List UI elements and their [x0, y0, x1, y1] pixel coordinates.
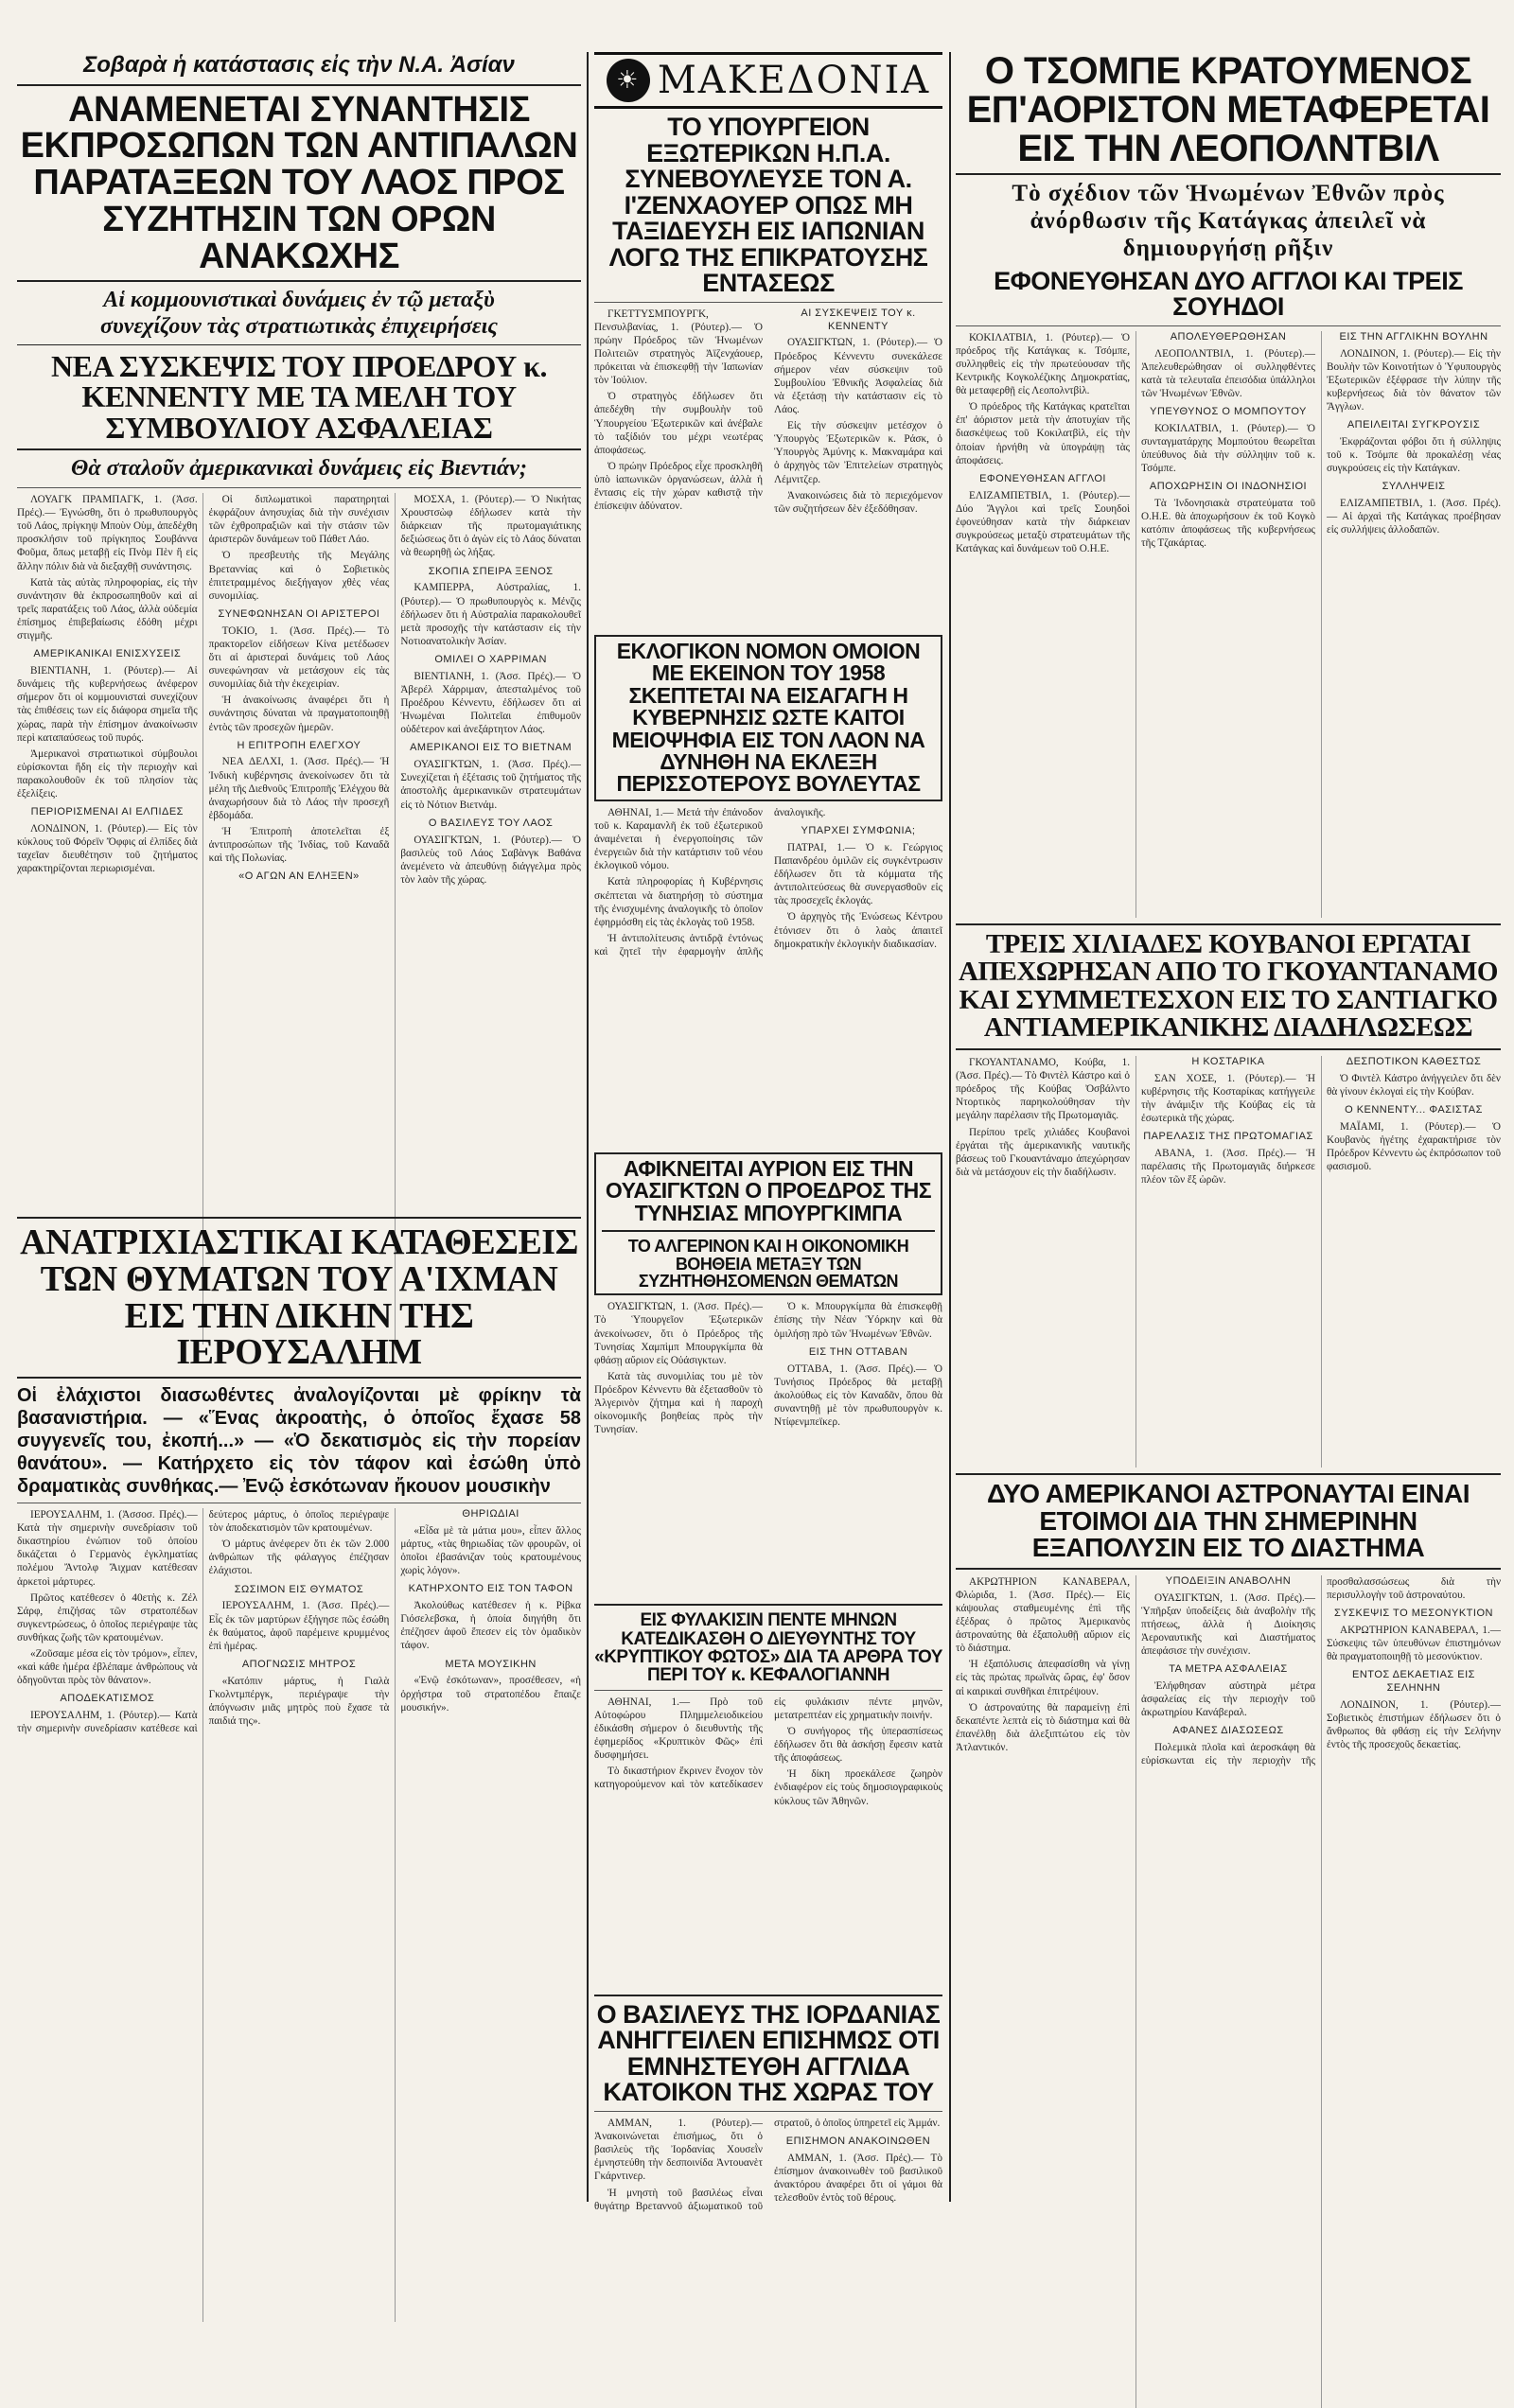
divider: [17, 1377, 581, 1379]
section-heading: ΑΠΟΛΕΥΘΕΡΩΘΗΣΑΝ: [1170, 330, 1287, 343]
divider: [602, 1230, 935, 1232]
eichmann-deck: Οἱ ἐλάχιστοι διασωθέντες ἀναλογίζονται μὲ φρίκην τὰ βασανιστήρια. — «Ἕνας ἀκροατὴς, ὁ ὁποῖος ἔχασε 58 συγγενεῖς του, ἐκοπή...» — «Ὁ δεκατισμὸς εἰς τὴν πορείαν θανάτου». — Κατήρχετο εἰς τὸν τάφον καὶ ἐσώθη ὑπὸ δραματικὰς συνθήκας.— Ἐνῷ ἐσκότωναν ἤκουον μουσικὴν: [17, 1385, 581, 1497]
section-heading: ΕΝΤΟΣ ΔΕΚΑΕΤΙΑΣ ΕΙΣ ΣΕΛΗΝΗΝ: [1352, 1669, 1475, 1694]
tunisia-dateline: ΟΥΑΣΙΓΚΤΩΝ, 1. (Ἀσσ. Πρές).— Τὸ Ὑπουργεῖον Ἐξωτερικῶν ἀνεκοίνωσεν, ὅτι ὁ Πρόεδρος τῆς Τυνησίας Χαμπὶμπ Μπουργκίμπα θὰ φθάσῃ αὔριον εἰς Οὐάσιγκτων.: [594, 1301, 763, 1366]
divider: [17, 84, 581, 86]
astronauts-headline: ΔΥΟ ΑΜΕΡΙΚΑΝΟΙ ΑΣΤΡΟΝΑΥΤΑΙ ΕΙΝΑΙ ΕΤΟΙΜΟΙ ΔΙΑ ΤΗΝ ΣΗΜΕΡΙΝΗΝ ΕΞΑΠΟΛΥΣΙΝ ΕΙΣ ΤΟ ΔΙΑΣΤΗΜΑ: [987, 1479, 1470, 1563]
section-heading: ΕΙΣ ΤΗΝ ΑΓΓΛΙΚΗΝ ΒΟΥΛΗΝ: [1339, 330, 1488, 343]
section-heading: Ο ΚΕΝΝΕΝΤΥ... ΦΑΣΙΣΤΑΣ: [1345, 1104, 1483, 1116]
section-heading: ΣΥΛΛΗΨΕΙΣ: [1382, 481, 1446, 493]
vientiane-subhead: Θὰ σταλοῦν ἀμερικανικαὶ δυνάμεις εἰς Βιεντιάν;: [71, 456, 527, 482]
electoral-headline: ΕΚΛΟΓΙΚΟΝ ΝΟΜΟΝ ΟΜΟΙΟΝ ΜΕ ΕΚΕΙΝΟΝ ΤΟΥ 1958 ΣΚΕΠΤΕΤΑΙ ΝΑ ΕΙΣΑΓΑΓΗ Η ΚΥΒΕΡΝΗΣΙΣ ΩΣΤΕ ΚΑΙΤΟΙ ΜΕΙΟΨΗΦΙΑ ΕΙΣ ΤΟΝ ΛΑΟΝ ΝΑ ΔΥΝΗΘΗ ΝΑ ΕΚΛΕΞΗ ΠΕΡΙΣΣΟΤΕΡΟΥΣ ΒΟΥΛΕΥΤΑΣ: [611, 638, 925, 797]
middle-column: [594, 52, 942, 2212]
divider: [17, 487, 581, 488]
masthead-title: ΜΑΚΕΔΟΝΙΑ: [657, 59, 931, 102]
tshombe-body: ΚΟΚΙΛΑΤΒΙΛ, 1. (Ρόυτερ).— Ὁ πρόεδρος τῆς Κατάγκας κ. Τσόμπε, συλληφθεὶς εἰς τὴν πρωτεύουσαν τῆς Κεντρικῆς Κογκολέζικης Δημοκρατίας, θὰ μεταφερθῇ εἰς Λεοπολντβὶλ. Ὁ πρόεδρος τῆς Κατάγκας κρατεῖται ἐπ' ἀόριστον μετὰ τὴν ἀποτυχίαν τῆς διασκέψεως τοῦ Κοκιλατβὶλ, εἰς τὴν ὁποίαν ἠρνήθη νὰ ὑπογράψῃ τὰς ἀποφάσεις. ΕΦΟΝΕΥΘΗΣΑΝ ΑΓΓΛΟΙ ΕΛΙΖΑΜΠΕΤΒΙΛ, 1. (Ρόυτερ).— Δύο Ἄγγλοι καὶ τρεῖς Σουηδοὶ ἐφονεύθησαν κατὰ τὴν διάρκειαν συγκρούσεως μεταξὺ στρατευμάτων τῆς Κατάγκας καὶ δυνάμεων τοῦ Ο.Η.Ε. ΑΠΟΛΕΥΘΕΡΩΘΗΣΑΝ ΛΕΟΠΟΛΝΤΒΙΛ, 1. (Ρόυτερ).— Ἀπελευθερώθησαν οἱ συλληφθέντες κατὰ τὰ τελευταῖα ἐπεισόδια ὑπάλληλοι τῶν Ἡνωμένων Ἐθνῶν. ΥΠΕΥΘΥΝΟΣ Ο ΜΟΜΠΟΥΤΟΥ ΚΟΚΙΛΑΤΒΙΛ, 1. (Ρόυτερ).— Ὁ συνταγματάρχης Μομπούτου θεωρεῖται ὑπεύθυνος διὰ τὴν σύλληψιν τοῦ κ. Τσόμπε. ΑΠΟΧΩΡΗΣΙΝ ΟΙ ΙΝΔΟΝΗΣΙΟΙ Τὰ Ἰνδονησιακὰ στρατεύματα τοῦ Ο.Η.Ε. θὰ ἀποχωρήσουν ἐκ τοῦ Κογκὸ κατόπιν ἀποφάσεως τῆς κυβερνήσεως τῆς Τζακάρτας. ΕΙΣ ΤΗΝ ΑΓΓΛΙΚΗΝ ΒΟΥΛΗΝ ΛΟΝΔΙΝΟΝ, 1. (Ρόυτερ).— Εἰς τὴν Βουλὴν τῶν Κοινοτήτων ὁ Ὑφυπουργὸς Ἐξωτερικῶν ἐξέφρασε τὴν λύπην τῆς κυβερνήσεως διὰ τὸν θάνατον τῶν Ἄγγλων. ΑΠΕΙΛΕΙΤΑΙ ΣΥΓΚΡΟΥΣΙΣ Ἐκφράζονται φόβοι ὅτι ἡ σύλληψις τοῦ κ. Τσόμπε θὰ προκαλέσῃ νέας συγκρούσεις εἰς τὴν Κατάγκαν. ΣΥΛΛΗΨΕΙΣ ΕΛΙΖΑΜΠΕΤΒΙΛ, 1. (Ἀσσ. Πρές).— Αἱ ἀρχαὶ τῆς Κατάγκας προέβησαν εἰς συλλήψεις ἀλλοδαπῶν.: [956, 330, 1501, 555]
laos-kicker: Σοβαρὰ ἡ κατάστασις εἰς τὴν Ν.Α. Ἀσίαν: [83, 52, 515, 78]
tunisia-subhead: ΤΟ ΑΛΓΕΡΙΝΟΝ ΚΑΙ Η ΟΙΚΟΝΟΜΙΚΗ ΒΟΗΘΕΙΑ ΜΕΤΑΞΥ ΤΩΝ ΣΥΖΗΤΗΘΗΣΟΜΕΝΩΝ ΘΕΜΑΤΩΝ: [627, 1237, 909, 1291]
divider: [594, 2111, 942, 2112]
section-heading: ΑΜΕΡΙΚΑΝΟΙ ΕΙΣ ΤΟ ΒΙΕΤΝΑΜ: [410, 742, 572, 754]
divider: [594, 1604, 942, 1606]
section-heading: Η ΚΟΣΤΑΡΙΚΑ: [1191, 1056, 1265, 1068]
laos-dateline: ΛΟΥΑΓΚ ΠΡΑΜΠΑΓΚ, 1. (Ἀσσ. Πρές).— Ἐγνώσθη, ὅτι ὁ πρωθυπουργὸς τοῦ Λάος, πρίγκηψ Μποὺν Οὺμ, ἀπεδέχθη προσκλήσιν τοῦ πρίγκηπος Σουβάννα Φοῦμα, ὅπως μεταβῇ εἰς Πνὸμ Πὲν ἢ εἰς ἄλλην πόλιν διὰ νὰ διεξαχθῇ συνάντησις.: [17, 494, 198, 572]
section-heading: ΤΑ ΜΕΤΡΑ ΑΣΦΑΛΕΙΑΣ: [1169, 1663, 1288, 1676]
laos-headline: ΑΝΑΜΕΝΕΤΑΙ ΣΥΝΑΝΤΗΣΙΣ ΕΚΠΡΟΣΩΠΩΝ ΤΩΝ ΑΝΤΙΠΑΛΩΝ ΠΑΡΑΤΑΞΕΩΝ ΤΟΥ ΛΑΟΣ ΠΡΟΣ ΣΥΖΗΤΗΣΙΝ ΤΩΝ ΟΡΩΝ ΑΝΑΚΩΧΗΣ: [20, 89, 578, 276]
section-heading: ΜΕΤΑ ΜΟΥΣΙΚΗΝ: [445, 1658, 537, 1670]
eichmann-dateline: ΙΕΡΟΥΣΑΛΗΜ, 1. (Ἀσσοσ. Πρές).— Κατὰ τὴν σημερινὴν συνεδρίασιν τοῦ δικαστηρίου ἐνώπιον τοῦ ὁποίου δικάζεται ὁ Γερμανὸς ἐγκληματίας πολέμου Ἄντολφ Ἄιχμαν κατέθεσαν ἀρκετοὶ μάρτυρες.: [17, 1509, 198, 1588]
section-heading: ΥΠΕΥΘΥΝΟΣ Ο ΜΟΜΠΟΥΤΟΥ: [1150, 406, 1307, 417]
krypticos-body: ΑΘΗΝΑΙ, 1.— Πρὸ τοῦ Αὐτοφώρου Πλημμελειοδικείου ἐδικάσθη σήμερον ὁ διευθυντὴς τῆς ἐφημερίδος «Κρυπτικὸν Φῶς» ἐπὶ δυσφημήσει. Τὸ δικαστήριον ἔκρινεν ἔνοχον τὸν κατηγορούμενον καὶ τὸν κατεδίκασεν εἰς φυλάκισιν πέντε μηνῶν, μετατρεπτέαν εἰς χρηματικὴν ποινήν. Ὁ συνήγορος τῆς ὑπερασπίσεως ἐδήλωσεν ὅτι θὰ ἀσκήσῃ ἔφεσιν κατὰ τῆς ἀποφάσεως. Ἡ δίκη προεκάλεσε ζωηρὸν ἐνδιαφέρον εἰς τοὺς δημοσιογραφικοὺς κύκλους τῶν Ἀθηνῶν.: [594, 1696, 942, 1807]
section-heading: ΚΑΤΗΡΧΟΝΤΟ ΕΙΣ ΤΟΝ ΤΑΦΟΝ: [408, 1583, 573, 1595]
laos-subhead-1: Αἱ κομμουνιστικαὶ δυνάμεις ἐν τῷ μεταξὺ: [103, 288, 495, 313]
divider: [956, 173, 1501, 175]
column-rule: [587, 52, 589, 2202]
section-heading: ΠΑΡΕΛΑΣΙΣ ΤΗΣ ΠΡΩΤΟΜΑΓΙΑΣ: [1143, 1131, 1313, 1143]
divider: [17, 448, 581, 450]
tshombe-subhead: Τὸ σχέδιον τῶν Ἡνωμένων Ἐθνῶν πρὸς ἀνόρθωσιν τῆς Κατάγκας ἀπειλεῖ νὰ δημιουργήσῃ ρῆξιν: [1012, 181, 1445, 261]
laos-subhead-2: συνεχίζουν τὰς στρατιωτικὰς ἐπιχειρήσεις: [17, 314, 581, 345]
cuba-dateline: ΓΚΟΥΑΝΤΑΝΑΜΟ, Κούβα, 1. (Ἀσσ. Πρές).— Τὸ Φιντὲλ Κάστρο καὶ ὁ πρόεδρος τῆς Κούβας Ὀσβάλντο Ντορτικὸς παρηκολούθησαν τὴν μεγάλην παρέλασιν τῆς Πρωτομαγιᾶς.: [956, 1057, 1130, 1122]
tunisia-body: ΟΥΑΣΙΓΚΤΩΝ, 1. (Ἀσσ. Πρές).— Τὸ Ὑπουργεῖον Ἐξωτερικῶν ἀνεκοίνωσεν, ὅτι ὁ Πρόεδρος τῆς Τυνησίας Χαμπὶμπ Μπουργκίμπα θὰ φθάσῃ αὔριον εἰς Οὐάσιγκτων. Κατὰ τὰς συνομιλίας του μὲ τὸν Πρόεδρον Κέννεντυ θὰ ἐξετασθοῦν τὸ Ἀλγερινὸν ζήτημα καὶ ἡ παροχὴ οἰκονομικῆς βοηθείας πρὸς τὴν Τυνησίαν. Ὁ κ. Μπουργκίμπα θὰ ἐπισκεφθῇ ἐπίσης τὴν Νέαν Ὑόρκην καὶ θὰ ὁμιλήσῃ πρὸ τῶν Ἡνωμένων Ἐθνῶν. ΕΙΣ ΤΗΝ ΟΤΤΑΒΑΝ ΟΤΤΑΒΑ, 1. (Ἀσσ. Πρές).— Ὁ Τυνήσιος Πρόεδρος θὰ μεταβῇ ἀκολούθως εἰς τὸν Καναδᾶν, ὅπου θὰ συναντηθῇ μὲ τὸν πρωθυπουργὸν κ. Ντίφενμπεϊκερ.: [594, 1301, 942, 1436]
divider: [594, 302, 942, 303]
laos-story: [17, 52, 581, 1204]
electoral-box: [594, 635, 942, 801]
divider: [594, 1690, 942, 1691]
divider: [17, 1217, 581, 1219]
section-heading: ΣΥΝΕΦΩΝΗΣΑΝ ΟΙ ΑΡΙΣΤΕΡΟΙ: [218, 607, 380, 620]
kennedy-headline: ΝΕΑ ΣΥΣΚΕΨΙΣ ΤΟΥ ΠΡΟΕΔΡΟΥ κ. ΚΕΝΝΕΝΤΥ ΜΕ ΤΑ ΜΕΛΗ ΤΟΥ ΣΥΜΒΟΥΛΙΟΥ ΑΣΦΑΛΕΙΑΣ: [51, 348, 547, 445]
eichmann-headline: ΑΝΑΤΡΙΧΙΑΣΤΙΚΑΙ ΚΑΤΑΘΕΣΕΙΣ ΤΩΝ ΘΥΜΑΤΩΝ ΤΟΥ Α'ΙΧΜΑΝ ΕΙΣ ΤΗΝ ΔΙΚΗΝ ΤΗΣ ΙΕΡΟΥΣΑΛΗΜ: [20, 1222, 578, 1373]
section-heading: ΑΠΟΓΝΩΣΙΣ ΜΗΤΡΟΣ: [241, 1658, 357, 1670]
column-rule: [949, 52, 951, 2202]
eichmann-story: [17, 1211, 581, 2205]
sun-emblem-icon: ☀: [607, 59, 650, 102]
section-heading: «Ο ΑΓΩΝ ΑΝ ΕΛΗΞΕΝ»: [238, 870, 360, 883]
section-heading: Ο ΒΑΣΙΛΕΥΣ ΤΟΥ ΛΑΟΣ: [428, 817, 554, 829]
cuba-headline: ΤΡΕΙΣ ΧΙΛΙΑΔΕΣ ΚΟΥΒΑΝΟΙ ΕΡΓΑΤΑΙ ΑΠΕΧΩΡΗΣΑΝ ΑΠΟ ΤΟ ΓΚΟΥΑΝΤΑΝΑΜΟ ΚΑΙ ΣΥΜΜΕΤΕΣΧΟΝ ΕΙΣ ΤΟ ΣΑΝΤΙΑΓΚΟ ΑΝΤΙΑΜΕΡΙΚΑΝΙΚΗΣ ΔΙΑΔΗΛΩΣΕΩΣ: [959, 928, 1498, 1044]
section-heading: ΔΕΣΠΟΤΙΚΟΝ ΚΑΘΕΣΤΩΣ: [1346, 1056, 1482, 1068]
electoral-body: ΑΘΗΝΑΙ, 1.— Μετά τὴν ἐπάνοδον τοῦ κ. Καραμανλῆ ἐκ τοῦ ἐξωτερικοῦ ἀναμένεται ἡ ἐνεργοποίησις τῶν ἐνεργειῶν διὰ τὴν κατάρτισιν τοῦ νέου ἐκλογικοῦ νόμου. Κατὰ πληροφορίας ἡ Κυβέρνησις σκέπτεται νὰ διατηρήσῃ τὸ σύστημα τῆς ἐνισχυμένης ἀναλογικῆς τὸ ὁποῖον ἐφηρμόσθη εἰς τὰς ἐκλογὰς τοῦ 1958. Ἡ ἀντιπολίτευσις ἀντιδρᾷ ἐντόνως καὶ ζητεῖ τὴν ἐφαρμογὴν ἁπλῆς ἀναλογικῆς. ΥΠΑΡΧΕΙ ΣΥΜΦΩΝΙΑ; ΠΑΤΡΑΙ, 1.— Ὁ κ. Γεώργιος Παπανδρέου ὁμιλῶν εἰς συγκέντρωσιν ἐδήλωσεν ὅτι τὰ κόμματα τῆς ἀντιπολιτεύσεως θὰ συνεργασθοῦν εἰς τὰς προσεχεῖς ἐκλογάς. Ὁ ἀρχηγὸς τῆς Ἑνώσεως Κέντρου ἐτόνισεν ὅτι ὁ λαὸς ἀπαιτεῖ δημοκρατικὴν ἐκλογικὴν διαδικασίαν.: [594, 806, 942, 958]
divider: [956, 1048, 1501, 1050]
electoral-dateline: ΑΘΗΝΑΙ, 1.— Μετά τὴν ἐπάνοδον τοῦ κ. Καραμανλῆ ἐκ τοῦ ἐξωτερικοῦ ἀναμένεται ἡ ἐνεργοποίησις τῶν ἐνεργειῶν διὰ τὴν κατάρτισιν τοῦ νέου ἐκλογικοῦ νόμου.: [594, 806, 763, 872]
section-heading: ΣΩΣΙΜΟΝ ΕΙΣ ΘΥΜΑΤΟΣ: [234, 1583, 364, 1595]
tunisia-box: [594, 1152, 942, 1295]
krypticos-headline: ΕΙΣ ΦΥΛΑΚΙΣΙΝ ΠΕΝΤΕ ΜΗΝΩΝ ΚΑΤΕΔΙΚΑΣΘΗ Ο ΔΙΕΥΘΥΝΤΗΣ ΤΟΥ «ΚΡΥΠΤΙΚΟΥ ΦΩΤΟΣ» ΔΙΑ ΤΑ ΑΡΘΡΑ ΤΟΥ ΠΕΡΙ ΤΟΥ κ. ΚΕΦΑΛΟΓΙΑΝΝΗ: [594, 1610, 942, 1686]
section-heading: ΠΕΡΙΟΡΙΣΜΕΝΑΙ ΑΙ ΕΛΠΙΔΕΣ: [30, 806, 184, 818]
section-heading: ΘΗΡΙΩΔΙΑΙ: [462, 1508, 519, 1520]
section-heading: ΑΙ ΣΥΣΚΕΨΕΙΣ ΤΟΥ κ. ΚΕΝΝΕΝΤΥ: [801, 307, 916, 332]
us-japan-body: ΓΚΕΤΤΥΣΜΠΟΥΡΓΚ, Πενσυλβανίας, 1. (Ρόυτερ).— Ὁ πρώην Πρόεδρος τῶν Ἡνωμένων Πολιτειῶν στρατηγὸς Ἀϊζενχάουερ, πρόκειται νὰ ἐπισκεφθῇ τὴν Ἰαπωνίαν τὸν Ἰούλιον. Ὁ στρατηγὸς ἐδήλωσεν ὅτι ἀπεδέχθη τὴν συμβουλὴν τοῦ Ὑπουργείου Ἐξωτερικῶν καὶ ἀνέβαλε τὸ ταξίδιόν του μέχρι νεωτέρας ἀποφάσεως. Ὁ πρώην Πρόεδρος εἶχε προσκληθῆ ὑπὸ ἰαπωνικῶν ὀργανώσεων, ἀλλὰ ἡ ἔντασις εἰς τὴν χώραν καθιστᾷ τὴν ἐπίσκεψιν ἀδύνατον. ΑΙ ΣΥΣΚΕΨΕΙΣ ΤΟΥ κ. ΚΕΝΝΕΝΤΥ ΟΥΑΣΙΓΚΤΩΝ, 1. (Ρόυτερ).— Ὁ Πρόεδρος Κέννεντυ συνεκάλεσε σήμερον νέαν σύσκεψιν τοῦ Συμβουλίου Ἐθνικῆς Ἀσφαλείας διὰ νὰ ἐξετάσῃ τὴν κατάστασιν εἰς τὸ Λάος. Εἰς τὴν σύσκεψιν μετέσχον ὁ Ὑπουργὸς Ἐξωτερικῶν κ. Ράσκ, ὁ Ὑπουργὸς Ἀμύνης κ. Μακναμάρα καὶ ὁ ἀρχηγὸς τῶν Ἐπιτελείων στρατηγὸς Λέμνιτζερ. Ἀνακοινώσεις διὰ τὸ περιεχόμενον τῶν συζητήσεων δὲν ἐξεδόθησαν.: [594, 307, 942, 515]
tshombe-dateline: ΚΟΚΙΛΑΤΒΙΛ, 1. (Ρόυτερ).— Ὁ πρόεδρος τῆς Κατάγκας κ. Τσόμπε, συλληφθεὶς εἰς τὴν πρωτεύουσαν τῆς Κεντρικῆς Κογκολέζικης Δημοκρατίας, θὰ μεταφερθῇ εἰς Λεοπολντβὶλ.: [956, 331, 1130, 397]
tshombe-headline-2: ΕΦΟΝΕΥΘΗΣΑΝ ΔΥΟ ΑΓΓΛΟΙ ΚΑΙ ΤΡΕΙΣ ΣΟΥΗΔΟΙ: [994, 266, 1463, 322]
tunisia-headline: ΑΦΙΚΝΕΙΤΑΙ ΑΥΡΙΟΝ ΕΙΣ ΤΗΝ ΟΥΑΣΙΓΚΤΩΝ Ο ΠΡΟΕΔΡΟΣ ΤΗΣ ΤΥΝΗΣΙΑΣ ΜΠΟΥΡΓΚΙΜΠΑ: [605, 1155, 932, 1225]
divider: [956, 923, 1501, 925]
section-heading: Η ΕΠΙΤΡΟΠΗ ΕΛΕΓΧΟΥ: [237, 739, 361, 751]
section-heading: ΑΠΕΙΛΕΙΤΑΙ ΣΥΓΚΡΟΥΣΙΣ: [1347, 419, 1481, 431]
jordan-headline: Ο ΒΑΣΙΛΕΥΣ ΤΗΣ ΙΟΡΔΑΝΙΑΣ ΑΝΗΓΓΕΙΛΕΝ ΕΠΙΣΗΜΩΣ ΟΤΙ ΕΜΝΗΣΤΕΥΘΗ ΑΓΓΛΙΔΑ ΚΑΤΟΙΚΟΝ ΤΗΣ ΧΩΡΑΣ ΤΟΥ: [596, 1999, 941, 2107]
us-japan-dateline: ΓΚΕΤΤΥΣΜΠΟΥΡΓΚ, Πενσυλβανίας, 1. (Ρόυτερ).— Ὁ πρώην Πρόεδρος τῶν Ἡνωμένων Πολιτειῶν στρατηγὸς Ἀϊζενχάουερ, πρόκειται νὰ ἐπισκεφθῇ τὴν Ἰαπωνίαν τὸν Ἰούλιον.: [594, 308, 763, 387]
masthead: [594, 52, 942, 109]
laos-body: ΛΟΥΑΓΚ ΠΡΑΜΠΑΓΚ, 1. (Ἀσσ. Πρές).— Ἐγνώσθη, ὅτι ὁ πρωθυπουργὸς τοῦ Λάος, πρίγκηψ Μποὺν Οὺμ, ἀπεδέχθη προσκλήσιν τοῦ πρίγκηπος Σουβάννα Φοῦμα, ὅπως μεταβῇ εἰς Πνὸμ Πὲν ἢ εἰς ἄλλην πόλιν διὰ νὰ διεξαχθῇ συνάντησις. Κατὰ τὰς αὐτὰς πληροφορίας, εἰς τὴν συνάντησιν θὰ ἐκπροσωπηθοῦν καὶ αἱ τρεῖς παρατάξεις τοῦ Λάος, ἀλλὰ οὐδεμία ἐπίσημος ἐπιβεβαίωσις ἐδόθη μέχρι στιγμῆς. ΑΜΕΡΙΚΑΝΙΚΑΙ ΕΝΙΣΧΥΣΕΙΣ ΒΙΕΝΤΙΑΝΗ, 1. (Ρόυτερ).— Αἱ δυνάμεις τῆς κυβερνήσεως ἀνέφερον σήμερον ὅτι οἱ κομμουνισταὶ συνεχίζουν τὰς ἐπιθέσεις των εἰς διάφορα σημεῖα τῆς χώρας, παρὰ τὴν ἐπίσημον ἀνακοίνωσιν περὶ καταπαύσεως τοῦ πυρός. Ἀμερικανοὶ στρατιωτικοὶ σύμβουλοι εὑρίσκονται ἤδη εἰς τὴν περιοχὴν καὶ παρακολουθοῦν ἐκ τοῦ πλησίον τὰς ἐξελίξεις. ΠΕΡΙΟΡΙΣΜΕΝΑΙ ΑΙ ΕΛΠΙΔΕΣ ΛΟΝΔΙΝΟΝ, 1. (Ρόυτερ).— Εἰς τὸν κύκλους τοῦ Φόρεϊν Ὄφφις αἱ ἐλπίδες διὰ ταχεῖαν διευθέτησιν τοῦ ζητήματος χαρακτηρίζονται περιωρισμέναι. Οἱ διπλωματικοὶ παρατηρηταὶ ἐκφράζουν ἀνησυχίας διὰ τὴν συνέχισιν τῶν ἐχθροπραξιῶν καὶ τὴν στάσιν τῶν ἀριστερῶν δυνάμεων τοῦ Πάθετ Λάο. Ὁ πρεσβευτὴς τῆς Μεγάλης Βρεταννίας καὶ ὁ Σοβιετικὸς ἐπιτετραμμένος διεξήγαγον χθὲς νέας συνομιλίας. ΣΥΝΕΦΩΝΗΣΑΝ ΟΙ ΑΡΙΣΤΕΡΟΙ ΤΟΚΙΟ, 1. (Ἀσσ. Πρές).— Τὸ πρακτορεῖον εἰδήσεων Κίνα μετέδωσεν ὅτι αἱ ἀριστεραὶ δυνάμεις τοῦ Λάος συνεφώνησαν νὰ μετάσχουν εἰς τὰς συνομιλίας διὰ τὴν ἐκεχειρίαν. Ἡ ἀνακοίνωσις ἀναφέρει ὅτι ἡ συνάντησις δύναται νὰ πραγματοποιηθῇ ἐντὸς τῶν προσεχῶν ἡμερῶν. Η ΕΠΙΤΡΟΠΗ ΕΛΕΓΧΟΥ ΝΕΑ ΔΕΛΧΙ, 1. (Ἀσσ. Πρές).— Ἡ Ἰνδικὴ κυβέρνησις ἀνεκοίνωσεν ὅτι τὰ μέλη τῆς Διεθνοῦς Ἐπιτροπῆς Ἐλέγχου θὰ ἀναχωρήσουν διὰ τὸ Λάος τὴν προσεχῆ ἑβδομάδα. Ἡ Ἐπιτροπὴ ἀποτελεῖται ἐξ ἀντιπροσώπων τῆς Ἰνδίας, τοῦ Καναδᾶ καὶ τῆς Πολωνίας. «Ο ΑΓΩΝ ΑΝ ΕΛΗΞΕΝ» ΜΟΣΧΑ, 1. (Ρόυτερ).— Ὁ Νικήτας Χρουστσὼφ ἐδήλωσεν κατὰ τὴν διάρκειαν τῆς πρωτομαγιάτικης δεξιώσεως ὅτι ὁ ἀγὼν εἰς τὸ Λάος δύναται νὰ θεωρηθῇ ὡς λήξας. ΣΚΟΠΙΑ ΣΠΕΙΡΑ ΞΕΝΟΣ ΚΑΜΠΕΡΡΑ, Αὐστραλίας, 1. (Ρόυτερ).— Ὁ πρωθυπουργὸς κ. Μένζις ἐδήλωσεν ὅτι ἡ Αὐστραλία παρακολουθεῖ μετὰ προσοχῆς τὴν κατάστασιν εἰς τὴν Νοτιοανατολικὴν Ἀσίαν. ΟΜΙΛΕΙ Ο ΧΑΡΡΙΜΑΝ ΒΙΕΝΤΙΑΝΗ, 1. (Ἀσσ. Πρές).— Ὁ Ἀβερέλ Χάρριμαν, ἀπεσταλμένος τοῦ Προέδρου Κέννεντυ, ἐδήλωσεν ὅτι αἱ Ἡνωμέναι Πολιτεῖαι ἐπιθυμοῦν οὐδέτερον καὶ ἀνεξάρτητον Λάος. ΑΜΕΡΙΚΑΝΟΙ ΕΙΣ ΤΟ ΒΙΕΤΝΑΜ ΟΥΑΣΙΓΚΤΩΝ, 1. (Ἀσσ. Πρές).— Συνεχίζεται ἡ ἐξέτασις τοῦ ζητήματος τῆς ἀποστολῆς ἀμερικανικῶν στρατευμάτων εἰς τὸ Νότιον Βιετνάμ. Ο ΒΑΣΙΛΕΥΣ ΤΟΥ ΛΑΟΣ ΟΥΑΣΙΓΚΤΩΝ, 1. (Ρόυτερ).— Ὁ βασιλεὺς τοῦ Λάος Σαβὰνγκ Βαθάνα ἀνεμένετο νὰ ἀπευθύνῃ διάγγελμα πρὸς τὸν λαὸν τῆς χώρας.: [17, 494, 581, 886]
section-heading: ΥΠΑΡΧΕΙ ΣΥΜΦΩΝΙΑ;: [801, 825, 916, 836]
section-heading: ΕΦΟΝΕΥΘΗΣΑΝ ΑΓΓΛΟΙ: [979, 472, 1106, 484]
us-japan-headline: ΤΟ ΥΠΟΥΡΓΕΙΟΝ ΕΞΩΤΕΡΙΚΩΝ Η.Π.Α. ΣΥΝΕΒΟΥΛΕΥΣΕ ΤΟΝ Α. Ι'ΖΕΝΧΑΟΥΕΡ ΟΠΩΣ ΜΗ ΤΑΞΙΔΕΥΣΗ ΕΙΣ ΙΑΠΩΝΙΑΝ ΛΟΓΩ ΤΗΣ ΕΠΙΚΡΑΤΟΥΣΗΣ ΕΝΤΑΣΕΩΣ: [608, 113, 928, 298]
section-heading: ΑΠΟΔΕΚΑΤΙΣΜΟΣ: [60, 1693, 155, 1705]
jordan-dateline: ΑΜΜΑΝ, 1. (Ρόυτερ).— Ἀνακοινώνεται ἐπισήμως, ὅτι ὁ βασιλεὺς τῆς Ἰορδανίας Χουσεῒν ἐμνηστεύθη τὴν δεσποινίδα Ἀντουανὲτ Γκάρντινερ.: [594, 2117, 763, 2183]
divider: [594, 1995, 942, 1996]
divider: [956, 1568, 1501, 1570]
eichmann-body: ΙΕΡΟΥΣΑΛΗΜ, 1. (Ἀσσοσ. Πρές).— Κατὰ τὴν σημερινὴν συνεδρίασιν τοῦ δικαστηρίου ἐνώπιον τοῦ ὁποίου δικάζεται ὁ Γερμανὸς ἐγκληματίας πολέμου Ἄντολφ Ἄιχμαν κατέθεσαν ἀρκετοὶ μάρτυρες. Πρῶτος κατέθεσεν ὁ 40ετὴς κ. Ζέλ Σάρφ, ἐπιζήσας τῶν στρατοπέδων συγκεντρώσεως, ὁ ὁποῖος περιέγραψε τὰς συνθήκας ζωῆς τῶν κρατουμένων. «Ζοῦσαμε μέσα εἰς τὸν τρόμον», εἶπεν, «καὶ κάθε ἡμέρα ἐβλέπαμε ἀνθρώπους νὰ ὁδηγοῦνται πρὸς τὸν θάνατον». ΑΠΟΔΕΚΑΤΙΣΜΟΣ ΙΕΡΟΥΣΑΛΗΜ, 1. (Ρόυτερ).— Κατὰ τὴν σημερινὴν συνεδρίασιν κατέθεσε καὶ δεύτερος μάρτυς, ὁ ὁποῖος περιέγραψε τὸν ἀποδεκατισμὸν τῶν κρατουμένων. Ὁ μάρτυς ἀνέφερεν ὅτι ἐκ τῶν 2.000 ἀνθρώπων τῆς φάλαγγος ἐπέζησαν ἐλάχιστοι. ΣΩΣΙΜΟΝ ΕΙΣ ΘΥΜΑΤΟΣ ΙΕΡΟΥΣΑΛΗΜ, 1. (Ἀσσ. Πρές).— Εἷς ἐκ τῶν μαρτύρων ἐξήγησε πῶς ἐσώθη ἐκ θαύματος, ἀφοῦ παρέμεινε κρυμμένος ἐπὶ ἡμέρας. ΑΠΟΓΝΩΣΙΣ ΜΗΤΡΟΣ «Κατόπιν μάρτυς, ἡ Γιαλὰ Γκολντμπέργκ, περιέγραψε τὴν ἀπόγνωσιν μιᾶς μητρὸς ποὺ ἔχασε τὰ παιδιά της». ΘΗΡΙΩΔΙΑΙ «Εἶδα μὲ τὰ μάτια μου», εἶπεν ἄλλος μάρτυς, «τὰς θηριωδίας τῶν φρουρῶν, οἱ ὁποῖοι ἐβασάνιζαν τοὺς κρατουμένους χωρὶς λόγον». ΚΑΤΗΡΧΟΝΤΟ ΕΙΣ ΤΟΝ ΤΑΦΟΝ Ἀκολούθως κατέθεσεν ἡ κ. Ρίβκα Γιόσελεβσκα, ἡ ὁποία διηγήθη ὅτι ἐπέζησεν ἀφοῦ ἔπεσεν εἰς τὸν ὁμαδικὸν τάφον. ΜΕΤΑ ΜΟΥΣΙΚΗΝ «Ἐνῷ ἐσκότωναν», προσέθεσεν, «ἡ ὀρχήστρα τοῦ στρατοπέδου ἔπαιζε μουσικήν».: [17, 1508, 581, 1735]
divider: [956, 1473, 1501, 1475]
section-heading: ΑΜΕΡΙΚΑΝΙΚΑΙ ΕΝΙΣΧΥΣΕΙΣ: [33, 648, 182, 660]
cuba-body: ΓΚΟΥΑΝΤΑΝΑΜΟ, Κούβα, 1. (Ἀσσ. Πρές).— Τὸ Φιντὲλ Κάστρο καὶ ὁ πρόεδρος τῆς Κούβας Ὀσβάλντο Ντορτικὸς παρηκολούθησαν τὴν μεγάλην παρέλασιν τῆς Πρωτομαγιᾶς. Περίπου τρεῖς χιλιάδες Κουβανοὶ ἐργάται τῆς ἀμερικανικῆς ναυτικῆς βάσεως τοῦ Γκουαντάναμο ἀπεχώρησαν διὰ νὰ μετάσχουν εἰς τὴν διαδήλωσιν. Η ΚΟΣΤΑΡΙΚΑ ΣΑΝ ΧΟΣΕ, 1. (Ρόυτερ).— Ἡ κυβέρνησις τῆς Κοσταρίκας κατήγγειλε τὴν ἀνάμιξιν τῆς Κούβας εἰς τὰ ἐσωτερικὰ τῆς χώρας. ΠΑΡΕΛΑΣΙΣ ΤΗΣ ΠΡΩΤΟΜΑΓΙΑΣ ΑΒΑΝΑ, 1. (Ἀσσ. Πρές).— Ἡ παρέλασις τῆς Πρωτομαγιᾶς διήρκεσε πλέον τῶν ἕξ ὡρῶν. ΔΕΣΠΟΤΙΚΟΝ ΚΑΘΕΣΤΩΣ Ὁ Φιντὲλ Κάστρο ἀνήγγειλεν ὅτι δὲν θὰ γίνουν ἐκλογαὶ εἰς τὴν Κούβαν. Ο ΚΕΝΝΕΝΤΥ... ΦΑΣΙΣΤΑΣ ΜΑΪΑΜΙ, 1. (Ρόυτερ).— Ὁ Κουβανὸς ἡγέτης ἐχαρακτήρισε τὸν Πρόεδρον Κέννεντυ ὡς ἐκπρόσωπον τοῦ φασισμοῦ.: [956, 1056, 1501, 1186]
section-heading: ΑΠΟΧΩΡΗΣΙΝ ΟΙ ΙΝΔΟΝΗΣΙΟΙ: [1149, 481, 1308, 493]
astronauts-dateline: ΑΚΡΩΤΗΡΙΟΝ ΚΑΝΑΒΕΡΑΛ, Φλώριδα, 1. (Ἀσσ. Πρές).— Εἰς κάψουλας σταθμευμένης ἐπὶ τῆς ἐξέδρας ὁ πρῶτος Ἀμερικανὸς ἀστροναύτης θὰ ἐξαπολυθῇ αὔριον εἰς τὸ διάστημα.: [956, 1575, 1130, 1655]
jordan-body: ΑΜΜΑΝ, 1. (Ρόυτερ).— Ἀνακοινώνεται ἐπισήμως, ὅτι ὁ βασιλεὺς τῆς Ἰορδανίας Χουσεῒν ἐμνηστεύθη τὴν δεσποινίδα Ἀντουανὲτ Γκάρντινερ. Ἡ μνηστὴ τοῦ βασιλέως εἶναι θυγάτηρ Βρεταννοῦ ἀξιωματικοῦ τοῦ στρατοῦ, ὁ ὁποῖος ὑπηρετεῖ εἰς Ἀμμάν. ΕΠΙΣΗΜΟΝ ΑΝΑΚΟΙΝΩΘΕΝ ΑΜΜΑΝ, 1. (Ἀσσ. Πρές).— Τὸ ἐπίσημον ἀνακοινωθὲν τοῦ βασιλικοῦ ἀνακτόρου ἀναφέρει ὅτι οἱ γάμοι θὰ τελεσθοῦν ἐντὸς τοῦ θέρους.: [594, 2117, 942, 2212]
krypticos-dateline: ΑΘΗΝΑΙ, 1.— Πρὸ τοῦ Αὐτοφώρου Πλημμελειοδικείου ἐδικάσθη σήμερον ὁ διευθυντὴς τῆς ἐφημερίδος «Κρυπτικὸν Φῶς» ἐπὶ δυσφημήσει.: [594, 1696, 763, 1762]
section-heading: ΥΠΟΔΕΙΞΙΝ ΑΝΑΒΟΛΗΝ: [1165, 1574, 1292, 1587]
divider: [17, 280, 581, 282]
right-column: [956, 52, 1501, 2205]
section-heading: ΑΦΑΝΕΣ ΔΙΑΣΩΣΕΩΣ: [1172, 1725, 1284, 1737]
divider: [956, 325, 1501, 326]
tshombe-headline: Ο ΤΣΟΜΠΕ ΚΡΑΤΟΥΜΕΝΟΣ ΕΠ'ΑΟΡΙΣΤΟΝ ΜΕΤΑΦΕΡΕΤΑΙ ΕΙΣ ΤΗΝ ΛΕΟΠΟΛΝΤΒΙΛ: [966, 50, 1490, 169]
astronauts-body: ΑΚΡΩΤΗΡΙΟΝ ΚΑΝΑΒΕΡΑΛ, Φλώριδα, 1. (Ἀσσ. Πρές).— Εἰς κάψουλας σταθμευμένης ἐπὶ τῆς ἐξέδρας ὁ πρῶτος Ἀμερικανὸς ἀστροναύτης θὰ ἐξαπολυθῇ αὔριον εἰς τὸ διάστημα. Ἡ ἐξαπόλυσις ἀπεφασίσθη νὰ γίνῃ εἰς τὰς πρώτας πρωϊνὰς ὥρας, ἐφ' ὅσον αἱ καιρικαὶ συνθῆκαι ἐπιτρέψουν. Ὁ ἀστροναύτης θὰ παραμείνῃ ἐπὶ δεκαπέντε λεπτὰ εἰς τὸ διάστημα καὶ θὰ ἐπανέλθῃ διὰ ἀλεξιπτώτου εἰς τὸν Ἀτλαντικόν. ΥΠΟΔΕΙΞΙΝ ΑΝΑΒΟΛΗΝ ΟΥΑΣΙΓΚΤΩΝ, 1. (Ἀσσ. Πρές).— Ὑπῆρξαν ὑποδείξεις διὰ ἀναβολὴν τῆς πτήσεως, ἀλλὰ ἡ Διοίκησις Ἀεροναυτικῆς καὶ Διαστήματος ἀπεφάσισε τὴν συνέχισιν. ΤΑ ΜΕΤΡΑ ΑΣΦΑΛΕΙΑΣ Ἐλήφθησαν αὐστηρὰ μέτρα ἀσφαλείας εἰς τὴν περιοχὴν τοῦ ἀκρωτηρίου Κανάβεραλ. ΑΦΑΝΕΣ ΔΙΑΣΩΣΕΩΣ Πολεμικὰ πλοῖα καὶ ἀεροσκάφη θὰ εὑρίσκωνται εἰς τὴν περιοχὴν τῆς προσθαλασσώσεως διὰ τὴν περισυλλογὴν τοῦ ἀστροναύτου. ΣΥΣΚΕΨΙΣ ΤΟ ΜΕΣΟΝΥΚΤΙΟΝ ΑΚΡΩΤΗΡΙΟΝ ΚΑΝΑΒΕΡΑΛ, 1.— Σύσκεψις τῶν ὑπευθύνων ἐπιστημόνων θὰ πραγματοποιηθῇ τὸ μεσονύκτιον. ΕΝΤΟΣ ΔΕΚΑΕΤΙΑΣ ΕΙΣ ΣΕΛΗΝΗΝ ΛΟΝΔΙΝΟΝ, 1. (Ρόυτερ).— Σοβιετικὸς ἐπιστήμων ἐδήλωσεν ὅτι ὁ ἄνθρωπος θὰ φθάσῃ εἰς τὴν Σελήνην ἐντὸς τῆς προσεχοῦς δεκαετίας.: [956, 1574, 1501, 1767]
section-heading: ΟΜΙΛΕΙ Ο ΧΑΡΡΙΜΑΝ: [434, 653, 547, 665]
section-heading: ΕΙΣ ΤΗΝ ΟΤΤΑΒΑΝ: [808, 1345, 908, 1358]
section-heading: ΣΥΣΚΕΨΙΣ ΤΟ ΜΕΣΟΝΥΚΤΙΟΝ: [1334, 1607, 1493, 1619]
section-heading: ΕΠΙΣΗΜΟΝ ΑΝΑΚΟΙΝΩΘΕΝ: [785, 2136, 931, 2148]
section-heading: ΣΚΟΠΙΑ ΣΠΕΙΡΑ ΞΕΝΟΣ: [428, 565, 554, 577]
